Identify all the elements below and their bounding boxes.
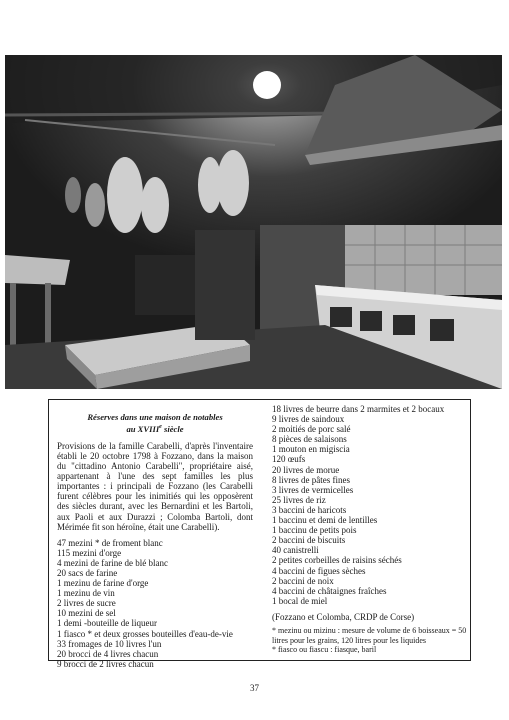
list-item: 10 mezini de sel bbox=[57, 608, 116, 619]
page-number: 37 bbox=[250, 683, 259, 693]
source-citation: (Fozzano et Colomba, CRDP de Corse) bbox=[272, 611, 415, 622]
box-title bbox=[57, 412, 253, 434]
list-item: 120 œufs bbox=[272, 454, 306, 465]
box-intro-paragraph: Provisions de la famille Carabelli, d'après l'inventaire établi le 20 octobre 1798 à Fozzano, dans la maison du "cittadino Antonio Carabelli", propriétaire aisé, appartenant à l'une des sept familles les plus importantes : i principali de Fozzano (les Carabelli furent célèbres pour les inimitiés qui les opposèrent des siècles durant, avec les Bernardini et les Bartoli, aux Paoli et aux Durazzi ; Colomba Bartoli, dont Mérimée fit son héroïne, était une Carabelli). bbox=[57, 440, 253, 532]
list-item: 2 baccini de noix bbox=[272, 575, 334, 586]
list-item: 4 baccini de châtaignes fraîches bbox=[272, 585, 387, 596]
list-item: 3 baccini de haricots bbox=[272, 504, 347, 515]
footnote-mezinu: * mezinu ou mizinu : mesure de volume de 6 boisseaux = 50 litres pour les grains, 120 litres pour les liquides bbox=[272, 625, 467, 645]
inventory-box bbox=[48, 399, 471, 669]
list-item: 1 demi -bouteille de liqueur bbox=[57, 618, 157, 629]
list-item: 115 mezini d'orge bbox=[57, 547, 122, 558]
list-item: 47 mezini * de froment blanc bbox=[57, 537, 163, 548]
list-item: 1 baccinu de petits pois bbox=[272, 525, 357, 536]
list-item: 18 livres de beurre dans 2 marmites et 2 bocaux bbox=[272, 404, 445, 414]
footnotes bbox=[272, 626, 468, 655]
list-item: 9 brocci de 2 livres chacun bbox=[57, 658, 154, 669]
list-item: 9 livres de saindoux bbox=[272, 414, 345, 425]
list-item: 3 livres de vermicelles bbox=[272, 484, 354, 495]
list-item: 2 baccini de biscuits bbox=[272, 535, 346, 546]
list-item: 2 petites corbeilles de raisins séchés bbox=[272, 555, 402, 566]
list-item: 8 pièces de salaisons bbox=[272, 434, 347, 445]
list-item: 8 livres de pâtes fines bbox=[272, 474, 350, 485]
list-item: 20 livres de morue bbox=[272, 464, 340, 475]
list-item: 1 bocal de miel bbox=[272, 595, 328, 606]
box-title-line2: au XVIIIe siècle bbox=[126, 423, 184, 434]
list-item: 1 mezinu de farine d'orge bbox=[57, 578, 149, 589]
list-item: 1 fiasco * et deux grosses bouteilles d'eau-de-vie bbox=[57, 628, 233, 639]
list-item: 33 fromages de 10 livres l'un bbox=[57, 638, 162, 649]
inventory-left-column bbox=[57, 412, 253, 669]
provisions-list-left bbox=[57, 538, 253, 669]
cellar-scene bbox=[5, 55, 502, 389]
box-title-line1: Réserves dans une maison de notables bbox=[87, 412, 223, 422]
list-item: 1 mezinu de vin bbox=[57, 588, 115, 599]
list-item: 4 baccini de figues sèches bbox=[272, 565, 366, 576]
cellar-photograph bbox=[5, 55, 502, 389]
list-item: 20 brocci de 4 livres chacun bbox=[57, 648, 159, 659]
inventory-right-column bbox=[272, 404, 468, 655]
footnote-fiasco: * fiasco ou fiascu : fiasque, baril bbox=[272, 645, 377, 655]
list-item: 1 mouton en migiscia bbox=[272, 444, 350, 455]
list-item: 25 livres de riz bbox=[272, 494, 326, 505]
list-item: 1 baccinu et demi de lentilles bbox=[272, 515, 378, 526]
list-item: 4 mezini de farine de blé blanc bbox=[57, 557, 168, 568]
list-item: 20 sacs de farine bbox=[57, 567, 118, 578]
list-item: 2 moitiés de porc salé bbox=[272, 424, 351, 435]
provisions-list-right bbox=[272, 404, 468, 606]
list-item: 40 canistrelli bbox=[272, 545, 319, 556]
list-item: 2 livres de sucre bbox=[57, 598, 116, 609]
